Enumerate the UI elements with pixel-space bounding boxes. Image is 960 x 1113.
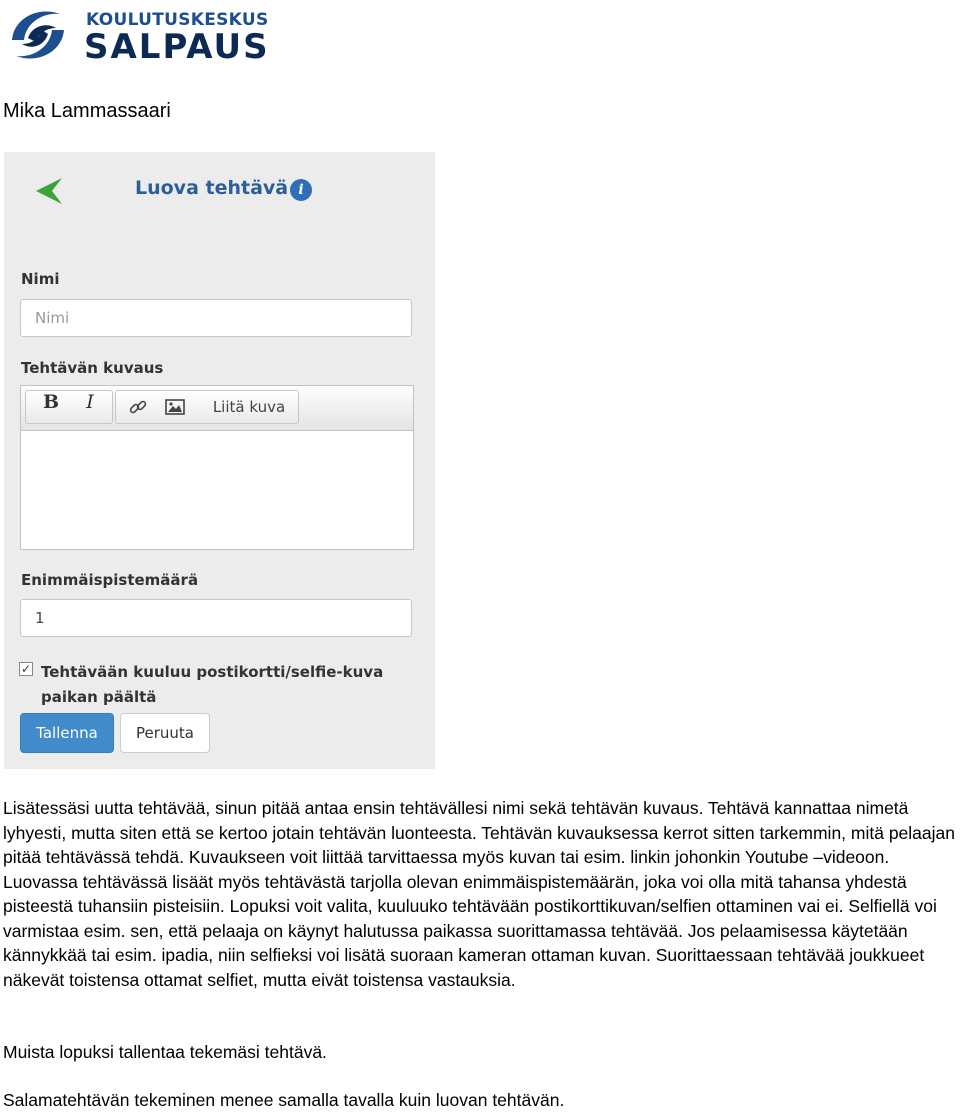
save-reminder-paragraph: Muista lopuksi tallentaa tekemäsi tehtävä.: [3, 1042, 327, 1062]
cancel-button[interactable]: Peruuta: [120, 713, 210, 753]
author-name: Mika Lammassaari: [3, 100, 171, 122]
creative-task-form-screenshot: [4, 152, 435, 769]
italic-button[interactable]: I: [86, 391, 94, 413]
form-header: [4, 152, 435, 230]
flash-task-paragraph: Salamatehtävän tekeminen menee samalla tavalla kuin luovan tehtävän.: [3, 1090, 565, 1110]
postcard-selfie-checkbox[interactable]: ✓: [20, 662, 32, 676]
salpaus-logo-mark-icon: [4, 4, 72, 66]
insert-group: [115, 390, 299, 424]
postcard-selfie-label: Tehtävään kuuluu postikortti/selfie-kuva paikan päältä: [41, 663, 384, 706]
save-button[interactable]: Tallenna: [20, 713, 114, 753]
image-button[interactable]: [160, 391, 190, 423]
format-group: [25, 390, 113, 424]
instructions-paragraph: Lisätessäsi uutta tehtävää, sinun pitää antaa ensin tehtävällesi nimi sekä tehtävän kuvaus. Tehtävä kannattaa nimetä lyhyesti, mutta siten että se kertoo jotain tehtävän luonteesta. Tehtävän kuvauksessa kerrot sitten tarkemmin, mitä pelaajan pitää tehtävässä tehdä. Kuvaukseen voit liittää tarvittaessa myös kuvan tai esim. linkin johonkin Youtube –videoon. Luovassa tehtävässä lisäät myös tehtävästä tarjolla olevan enimmäispistemäärän, joka voi olla mitä tahansa yhdestä pisteestä tuhansiin pisteisiin. Lopuksi voit valita, kuuluuko tehtävään postikorttikuvan/selfien ottaminen vai ei. Selfiellä voi varmistaa esim. sen, että pelaaja on käynyt halutussa paikassa suorittamassa tehtävää. Jos pelaamisessa käytetään kännykkää tai esim. ipadia, niin selfieksi voi lisätä suoraan kameran ottaman kuvan. Suorittaessaan tehtävää joukkueet näkevät toistensa ottamat selfiet, mutta eivät toistensa vastauksia.: [3, 798, 955, 990]
back-arrow-icon[interactable]: [32, 174, 66, 208]
logo-title: SALPAUS: [84, 27, 270, 67]
image-icon: [165, 398, 185, 416]
name-label: Nimi: [21, 270, 60, 288]
editor-toolbar: [21, 386, 413, 431]
max-points-label: Enimmäispistemäärä: [21, 571, 199, 589]
form-title: Luova tehtävä: [135, 177, 289, 199]
bold-button[interactable]: B: [42, 391, 60, 413]
description-editor[interactable]: [20, 385, 414, 550]
link-button[interactable]: [122, 391, 154, 423]
info-icon[interactable]: i: [290, 179, 312, 201]
max-points-input[interactable]: 1: [20, 599, 412, 637]
name-input[interactable]: Nimi: [20, 299, 412, 337]
description-label: Tehtävän kuvaus: [21, 359, 164, 377]
link-icon: [128, 397, 148, 417]
salpaus-logo: [4, 4, 270, 67]
insert-image-button[interactable]: Liitä kuva: [212, 398, 286, 416]
logo-subtitle: KOULUTUSKESKUS: [86, 10, 269, 30]
